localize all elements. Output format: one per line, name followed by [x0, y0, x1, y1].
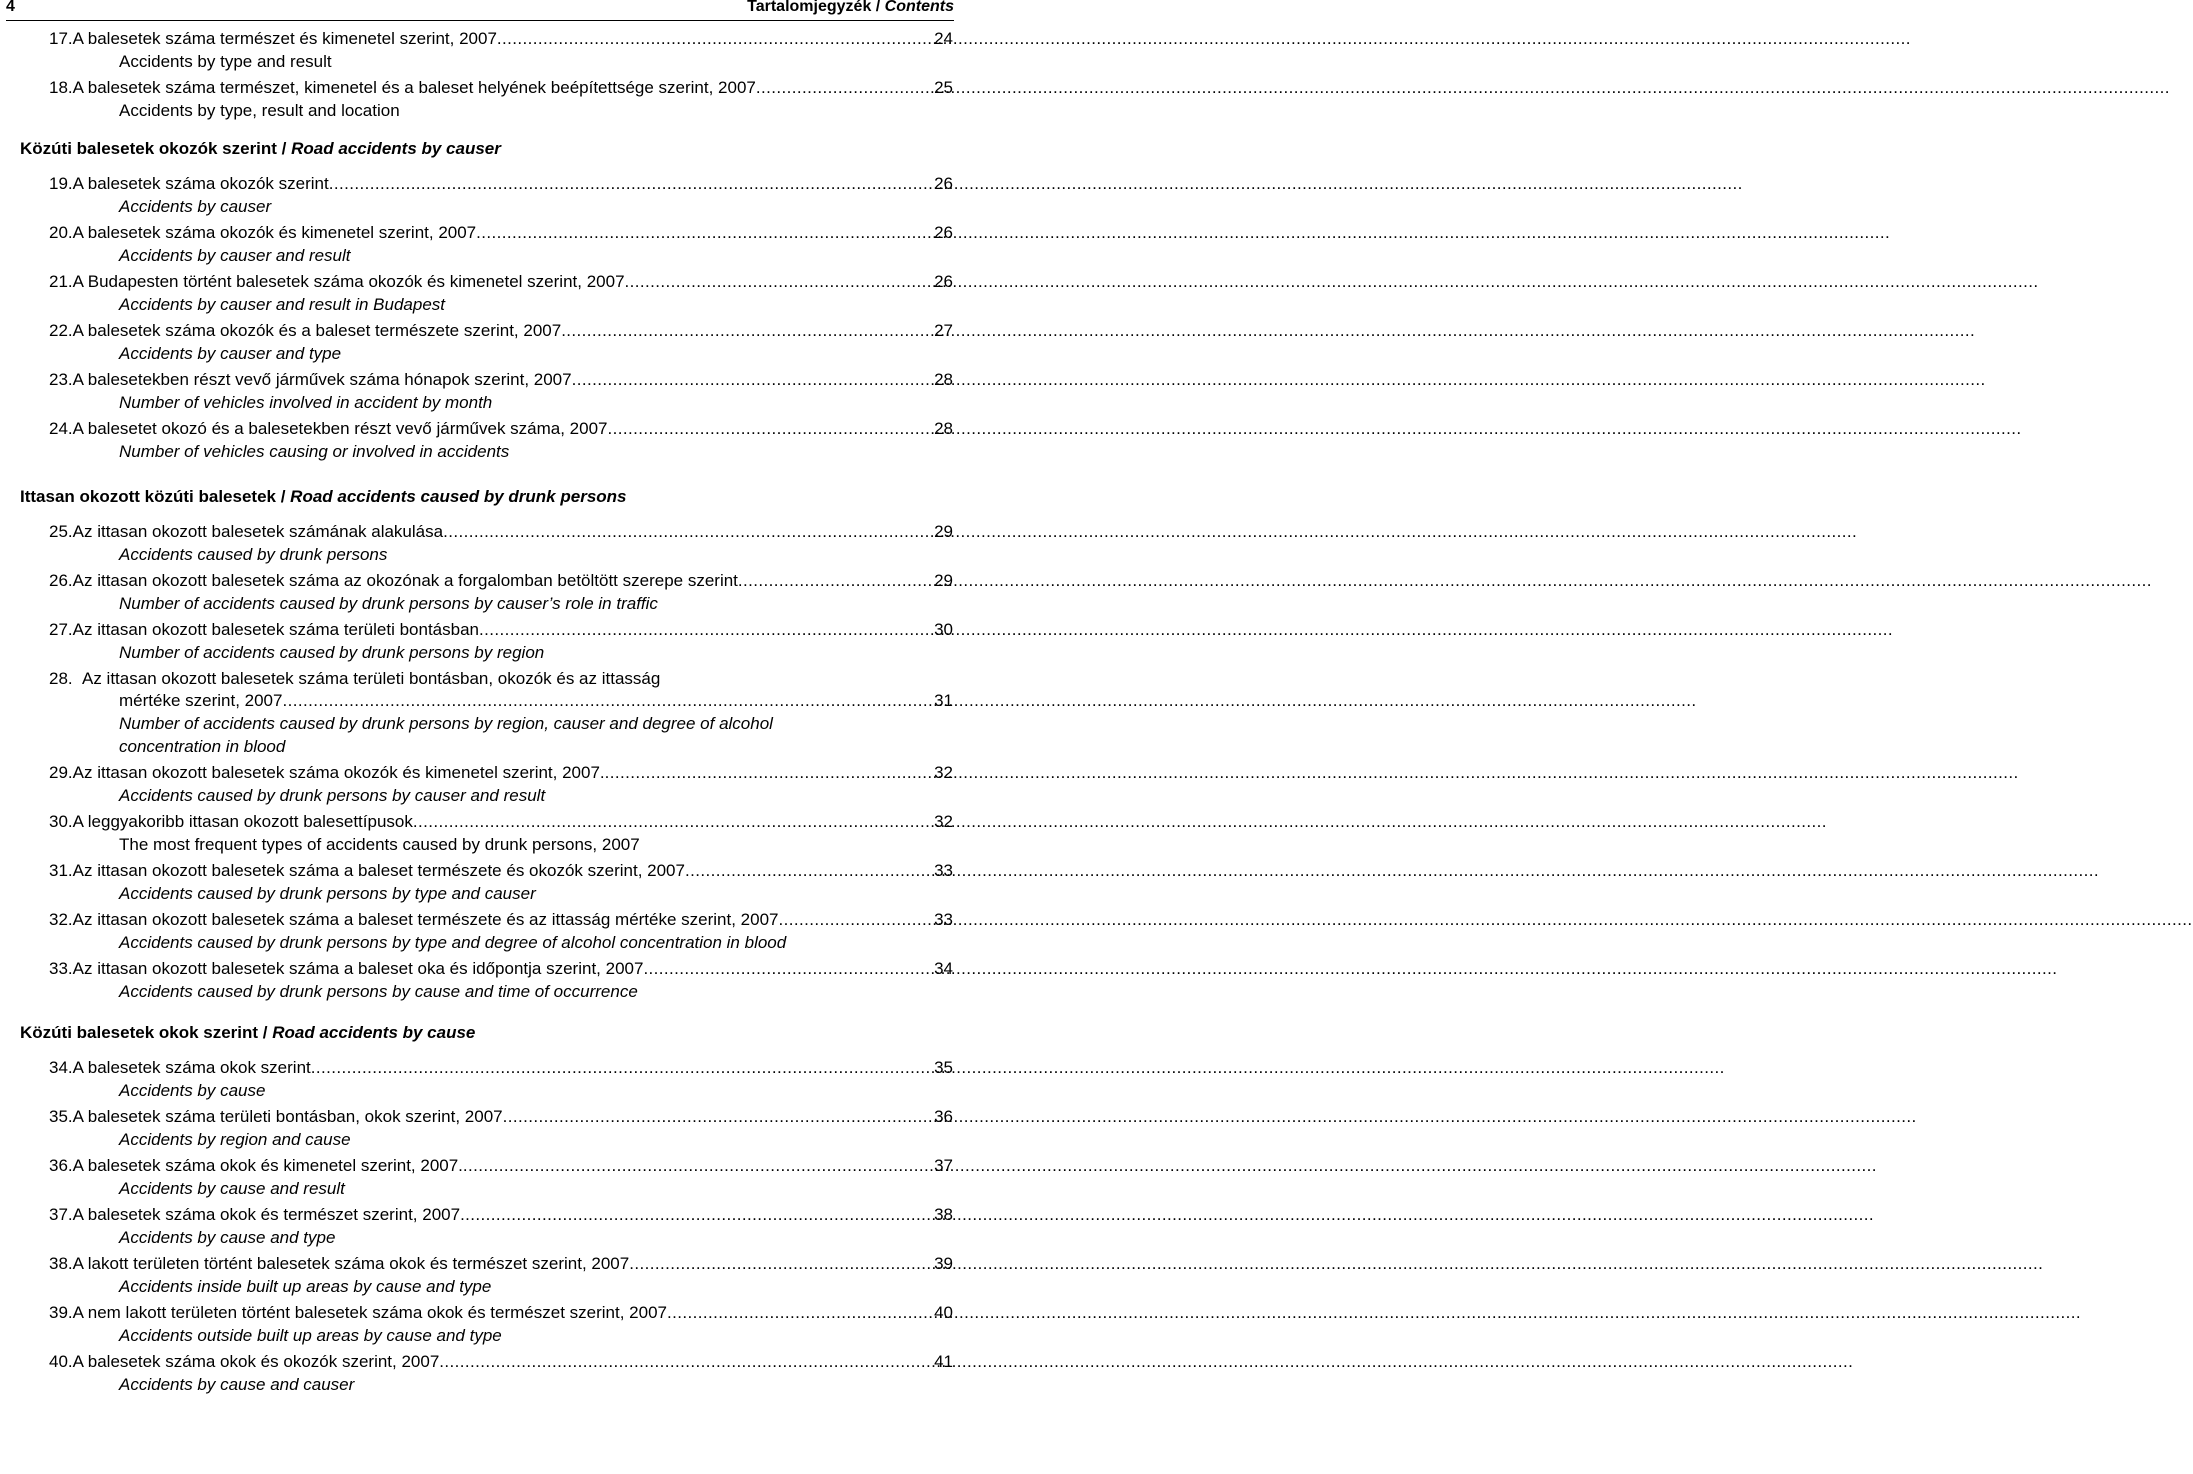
- toc-entry[interactable]: [0, 1302, 960, 1347]
- toc-entry-title-line: [0, 668, 960, 690]
- toc-entry[interactable]: [0, 668, 960, 758]
- toc-entry-title: A balesetek száma okozók és kimenetel szerint, 2007: [72, 223, 477, 242]
- toc-entry-page[interactable]: 29: [934, 571, 953, 590]
- toc-entry[interactable]: [0, 1057, 960, 1102]
- toc-entry-number: 26.: [49, 571, 73, 590]
- section-heading: [0, 1022, 960, 1044]
- toc-entry-page[interactable]: 26: [934, 223, 953, 242]
- toc-entry-title-line: [0, 369, 960, 391]
- toc-entry-title: Az ittasan okozott balesetek száma a baleset természete és az ittasság mértéke szerint, 2007: [72, 910, 779, 929]
- dot-leader: [561, 320, 934, 342]
- toc-entry-number: 29.: [49, 763, 73, 782]
- dot-leader: [443, 521, 934, 543]
- toc-entry[interactable]: [0, 173, 960, 218]
- toc-entry-title: A balesetek száma okok szerint: [72, 1058, 311, 1077]
- toc-entry-english-title: Accidents caused by drunk persons by cause and time of occurrence: [119, 982, 638, 1001]
- toc-entry[interactable]: [0, 619, 960, 664]
- toc-entry-english-title: concentration in blood: [119, 737, 286, 756]
- toc-entry-title-line: [0, 77, 960, 99]
- toc-entry-title-line: [0, 860, 960, 882]
- dot-leader: [685, 860, 934, 882]
- toc-entry-title: A balesetekben részt vevő járművek száma hónapok szerint, 2007: [72, 370, 572, 389]
- toc-entry-title-line: [0, 619, 960, 641]
- toc-entry-english-title: Accidents caused by drunk persons: [119, 545, 388, 564]
- toc-entry-title-line: [0, 418, 960, 440]
- toc-entry-title: mértéke szerint, 2007: [119, 691, 283, 710]
- toc-entry-title-line: [0, 28, 960, 50]
- toc-entry-number: 37.: [49, 1205, 73, 1224]
- toc-entry-title: Az ittasan okozott balesetek száma a baleset természete és okozók szerint, 2007: [72, 861, 685, 880]
- toc-entry-english-title: Accidents by causer and result: [119, 246, 351, 265]
- toc-entry-title: A balesetek száma természet és kimenetel szerint, 2007: [72, 29, 497, 48]
- toc-entry-page[interactable]: 27: [934, 321, 953, 340]
- dot-leader: [463, 1155, 934, 1177]
- spacer: [0, 122, 960, 138]
- dot-leader: [572, 369, 934, 391]
- toc-entry-english-title: Accidents by cause: [119, 1081, 266, 1100]
- toc-entry-number: 23.: [49, 370, 73, 389]
- toc-entry-title: A nem lakott területen történt balesetek száma okok és természet szerint, 2007: [72, 1303, 668, 1322]
- toc-entry-page[interactable]: 28: [934, 419, 953, 438]
- toc-entry[interactable]: [0, 320, 960, 365]
- toc-entry-title-line: [0, 521, 960, 543]
- toc-entry-english-title: Number of vehicles causing or involved in accidents: [119, 442, 510, 461]
- toc-entry[interactable]: [0, 271, 960, 316]
- toc-entry[interactable]: [0, 909, 960, 954]
- toc-entry-title-line: [0, 762, 960, 784]
- toc-entry-page[interactable]: 39: [934, 1254, 953, 1273]
- running-title-hu: Tartalomjegyzék /: [747, 0, 885, 15]
- toc-entry-title: Az ittasan okozott balesetek száma okozók és kimenetel szerint, 2007.: [72, 763, 605, 782]
- toc-entry-title-line: [0, 1106, 960, 1128]
- dot-leader: [476, 222, 934, 244]
- toc-entry-page[interactable]: 37: [934, 1156, 953, 1175]
- toc-entry-number: 21.: [49, 272, 73, 291]
- dot-leader: [605, 762, 934, 784]
- section-heading-hu: Közúti balesetek okozók szerint /: [20, 139, 292, 158]
- toc-entry[interactable]: [0, 811, 960, 856]
- toc-entry-title-line: [0, 1351, 960, 1373]
- toc-entry[interactable]: [0, 369, 960, 414]
- toc-entry-title: A balesetek száma területi bontásban, okok szerint, 2007: [72, 1107, 503, 1126]
- toc-entry[interactable]: [0, 1106, 960, 1151]
- toc-entry-title-line: [0, 320, 960, 342]
- toc-entry-english-title: Accidents caused by drunk persons by type and degree of alcohol concentration in blood: [119, 933, 787, 952]
- spacer: [0, 1003, 960, 1022]
- dot-leader: [629, 1253, 934, 1275]
- toc-entry-title: A Budapesten történt balesetek száma okozók és kimenetel szerint, 2007: [72, 272, 625, 291]
- toc-entry-number: 25.: [49, 522, 73, 541]
- toc-entry-english-title: Accidents by type and result: [119, 52, 332, 71]
- toc-entry-title-line: [0, 173, 960, 195]
- spacer: [0, 160, 960, 173]
- dot-leader: [460, 1204, 934, 1226]
- toc-entry-number: 38.: [49, 1254, 73, 1273]
- page-number: 4: [6, 0, 15, 15]
- toc-entry-title: A leggyakoribb ittasan okozott balesettípusok: [72, 812, 413, 831]
- running-title-en: Contents: [884, 0, 954, 15]
- toc-entry-english-title: Number of accidents caused by drunk persons by causer’s role in traffic: [119, 594, 658, 613]
- toc-entry-english-title: Number of accidents caused by drunk persons by region: [119, 643, 545, 662]
- section-heading: [0, 138, 960, 160]
- toc-entry-page[interactable]: 25: [934, 78, 953, 97]
- dot-leader: [479, 619, 934, 641]
- toc-entry-english-title: Accidents inside built up areas by cause and type: [119, 1277, 492, 1296]
- toc-entry-title: Az ittasan okozott balesetek számának alakulása: [72, 522, 444, 541]
- toc-entry-english-title: Accidents by causer and type: [119, 344, 342, 363]
- toc-entry-title: A balesetek száma okok és okozók szerint, 2007: [72, 1352, 440, 1371]
- toc-entry-english-title: Accidents by causer: [119, 197, 272, 216]
- toc-entry[interactable]: [0, 222, 960, 267]
- toc-entry-number: 20.: [49, 223, 73, 242]
- toc-entry-page[interactable]: 41: [934, 1352, 953, 1371]
- toc-entry-title: A balesetek száma okok és kimenetel szerint, 2007.: [72, 1156, 463, 1175]
- dot-leader: [738, 570, 934, 592]
- toc-entry[interactable]: [0, 28, 960, 73]
- toc-entry-title: A balesetet okozó és a balesetekben részt vevő járművek száma, 2007: [72, 419, 608, 438]
- dot-leader: [779, 909, 935, 931]
- dot-leader: [439, 1351, 934, 1373]
- toc-entry[interactable]: [0, 860, 960, 905]
- dot-leader: [643, 958, 934, 980]
- toc-entry-number: 17.: [49, 29, 73, 48]
- toc-entry-title: Az ittasan okozott balesetek száma a baleset oka és időpontja szerint, 2007: [72, 959, 644, 978]
- toc-entry-title-line: [0, 1253, 960, 1275]
- toc-entry-number: 27.: [49, 620, 73, 639]
- toc-entry-title-line: [0, 690, 960, 712]
- toc-entry-english-title: Accidents caused by drunk persons by causer and result: [119, 786, 546, 805]
- dot-leader: [329, 173, 934, 195]
- toc-entry[interactable]: [0, 1351, 960, 1396]
- toc-entry-page[interactable]: 31: [934, 691, 953, 710]
- dot-leader: [503, 1106, 934, 1128]
- dot-leader: [311, 1057, 934, 1079]
- section-heading-hu: Ittasan okozott közúti balesetek /: [20, 487, 291, 506]
- toc-entry-number: 19.: [49, 174, 73, 193]
- running-title: [747, 0, 954, 17]
- toc-entry-number: 33.: [49, 959, 73, 978]
- table-of-contents: [0, 28, 960, 1396]
- section-heading-hu: Közúti balesetek okok szerint /: [20, 1023, 273, 1042]
- toc-entry-english-title: Accidents by cause and result: [119, 1179, 345, 1198]
- toc-entry-page[interactable]: 34: [934, 959, 953, 978]
- dot-leader: [756, 77, 934, 99]
- toc-entry-number: 32.: [49, 910, 73, 929]
- toc-entry-title: Az ittasan okozott balesetek száma területi bontásban: [72, 620, 479, 639]
- toc-entry-number: 24.: [49, 419, 73, 438]
- toc-entry-page[interactable]: 36: [934, 1107, 953, 1126]
- toc-entry-english-title: Accidents by causer and result in Budapest: [119, 295, 446, 314]
- toc-entry-page[interactable]: 30: [934, 620, 953, 639]
- dot-leader: [413, 811, 934, 833]
- toc-entry-page[interactable]: 40: [934, 1303, 953, 1322]
- dot-leader: [497, 28, 934, 50]
- toc-entry-english-title: Number of accidents caused by drunk persons by region, causer and degree of alcohol: [119, 714, 773, 733]
- toc-entry-title: A lakott területen történt balesetek száma okok és természet szerint, 2007: [72, 1254, 630, 1273]
- toc-entry-english-title: Accidents by cause and type: [119, 1228, 336, 1247]
- toc-entry-number: 28.: [49, 669, 73, 688]
- toc-entry-page[interactable]: 32: [934, 763, 953, 782]
- toc-entry-title: A balesetek száma okozók szerint: [72, 174, 329, 193]
- toc-entry-english-title: Accidents by region and cause: [119, 1130, 351, 1149]
- toc-entry-number: 34.: [49, 1058, 73, 1077]
- dot-leader: [282, 690, 934, 712]
- section-heading: [0, 486, 960, 508]
- toc-entry-number: 22.: [49, 321, 73, 340]
- spacer: [0, 463, 960, 486]
- toc-entry-page[interactable]: 29: [934, 522, 953, 541]
- toc-entry-title-line: [0, 1155, 960, 1177]
- toc-entry-title-line: [0, 1057, 960, 1079]
- spacer: [0, 508, 960, 521]
- toc-entry-number: 36.: [49, 1156, 73, 1175]
- toc-entry-page[interactable]: 24: [934, 29, 953, 48]
- toc-entry-title-line: [0, 958, 960, 980]
- toc-entry-title: A balesetek száma okozók és a baleset természete szerint, 2007: [72, 321, 562, 340]
- toc-entry-english-title: The most frequent types of accidents caused by drunk persons, 2007: [119, 835, 640, 854]
- toc-entry[interactable]: [0, 1204, 960, 1249]
- toc-entry[interactable]: [0, 570, 960, 615]
- toc-entry[interactable]: [0, 762, 960, 807]
- toc-entry[interactable]: [0, 418, 960, 463]
- toc-entry-title-line: [0, 1302, 960, 1324]
- toc-entry[interactable]: [0, 1253, 960, 1298]
- toc-entry-page[interactable]: 26: [934, 272, 953, 291]
- toc-entry-title-line: [0, 271, 960, 293]
- toc-entry-english-title: Accidents by type, result and location: [119, 101, 400, 120]
- toc-entry-title-line: [0, 909, 960, 931]
- toc-entry-page[interactable]: 33: [934, 861, 953, 880]
- toc-entry-number: 35.: [49, 1107, 73, 1126]
- toc-entry-title-line: [0, 811, 960, 833]
- dot-leader: [667, 1302, 934, 1324]
- toc-entry-number: 40.: [49, 1352, 73, 1371]
- section-heading-en: Road accidents caused by drunk persons: [290, 487, 627, 506]
- toc-entry-title: Az ittasan okozott balesetek száma az okozónak a forgalomban betöltött szerepe szerint: [72, 571, 738, 590]
- toc-entry-title-line: [0, 570, 960, 592]
- toc-entry-page[interactable]: 38: [934, 1205, 953, 1224]
- header-rule: [6, 20, 954, 21]
- toc-entry-english-title: Accidents caused by drunk persons by type and causer: [119, 884, 536, 903]
- toc-entry-number: 31.: [49, 861, 73, 880]
- toc-entry-number: 39.: [49, 1303, 73, 1322]
- section-heading-en: Road accidents by cause: [272, 1023, 476, 1042]
- toc-entry-page[interactable]: 28: [934, 370, 953, 389]
- toc-entry-english-title: Accidents by cause and causer: [119, 1375, 355, 1394]
- toc-entry-page[interactable]: 33: [934, 910, 953, 929]
- dot-leader: [625, 271, 935, 293]
- toc-entry-number: 18.: [49, 78, 73, 97]
- toc-entry-page[interactable]: 32: [934, 812, 953, 831]
- toc-entry-english-title: Accidents outside built up areas by cause and type: [119, 1326, 502, 1345]
- toc-entry[interactable]: [0, 958, 960, 1003]
- toc-entry-english-title: Number of vehicles involved in accident by month: [119, 393, 493, 412]
- toc-entry-title-line: [0, 222, 960, 244]
- toc-entry[interactable]: [0, 1155, 960, 1200]
- toc-entry[interactable]: [0, 77, 960, 122]
- toc-entry-page[interactable]: 26: [934, 174, 953, 193]
- toc-entry-title: Az ittasan okozott balesetek száma területi bontásban, okozók és az ittasság: [82, 669, 661, 688]
- section-heading-en: Road accidents by causer: [291, 139, 501, 158]
- toc-entry-page[interactable]: 35: [934, 1058, 953, 1077]
- toc-entry[interactable]: [0, 521, 960, 566]
- spacer: [0, 1044, 960, 1057]
- toc-entry-title: A balesetek száma okok és természet szerint, 2007: [72, 1205, 461, 1224]
- toc-entry-title-line: [0, 1204, 960, 1226]
- dot-leader: [608, 418, 935, 440]
- toc-entry-title: A balesetek száma természet, kimenetel és a baleset helyének beépítettsége szerint, 2007: [72, 78, 756, 97]
- toc-entry-number: 30.: [49, 812, 73, 831]
